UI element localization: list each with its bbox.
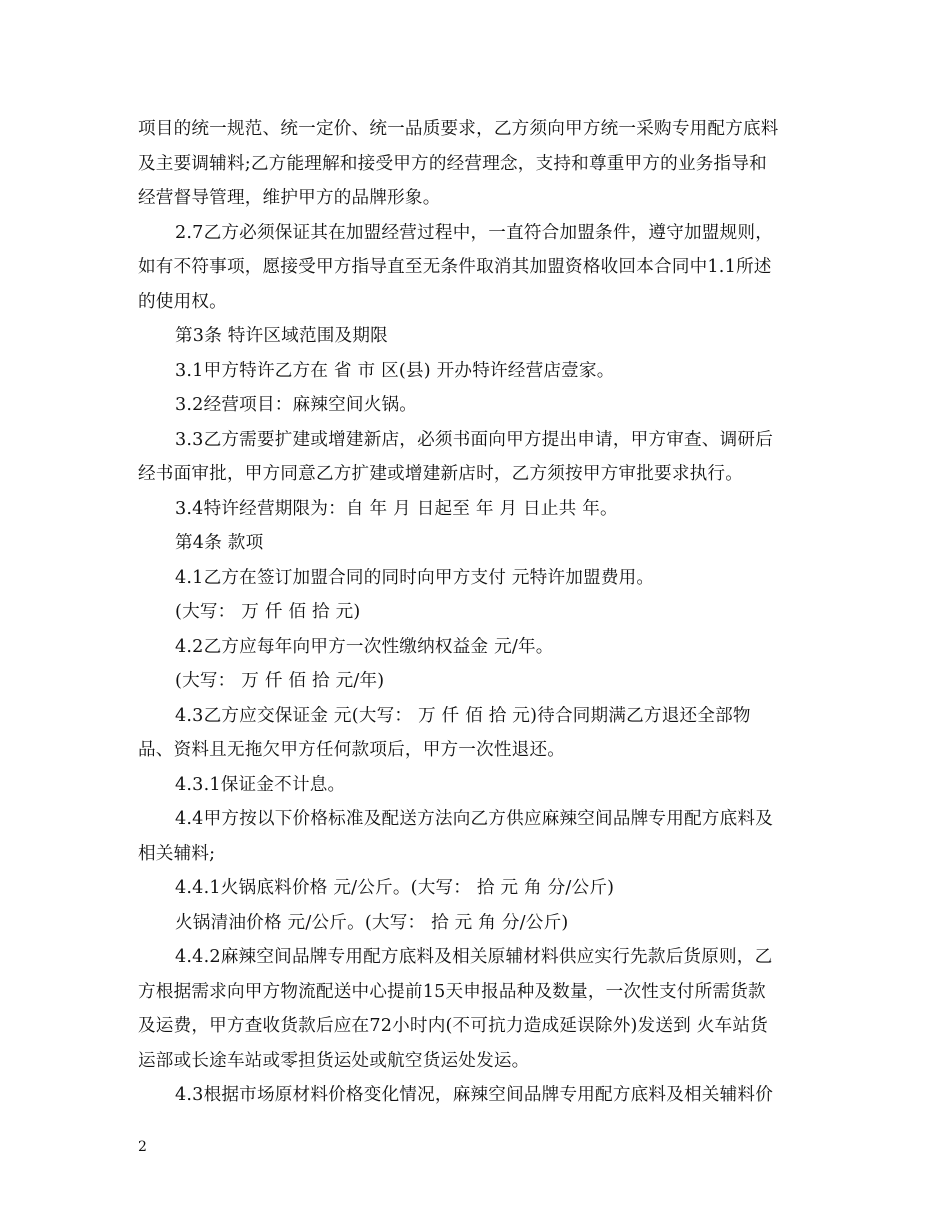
clause-4-4: 4.4甲方按以下价格标准及配送方法向乙方供应麻辣空间品牌专用配方底料及	[175, 809, 773, 829]
clause-4-3-1: 4.3.1保证金不计息。	[175, 774, 346, 795]
paragraph-line: 经书面审批，甲方同意乙方扩建或增建新店时，乙方须按甲方审批要求执行。	[138, 464, 743, 484]
clear-oil-price: 火锅清油价格 元/公斤。(大写： 拾 元 角 分/公斤)	[175, 912, 569, 933]
article-3-heading: 第3条 特许区域范围及期限	[175, 326, 388, 346]
paragraph-line: 如有不符事项，愿接受甲方指导直至无条件取消其加盟资格收回本合同中1.1所述	[138, 257, 772, 277]
paragraph-line: 运部或长途车站或零担货运处或航空货运处发运。	[138, 1050, 530, 1071]
clause-4-1: 4.1乙方在签订加盟合同的同时向甲方支付 元特许加盟费用。	[175, 567, 655, 588]
paragraph-line: 及运费，甲方查收货款后应在72小时内(不可抗力造成延误除外)发送到 火车站货	[138, 1016, 768, 1036]
article-4-heading: 第4条 款项	[175, 533, 264, 553]
clause-4-3: 4.3乙方应交保证金 元(大写： 万 仟 佰 拾 元)待合同期满乙方退还全部物	[175, 705, 751, 726]
paragraph-line: 经营督导管理，维护甲方的品牌形象。	[138, 188, 441, 208]
amount-in-words: (大写： 万 仟 佰 拾 元)	[175, 602, 361, 622]
clause-3-3: 3.3乙方需要扩建或增建新店，必须书面向甲方提出申请，甲方审查、调研后	[175, 429, 773, 450]
page-number: 2	[138, 1139, 147, 1155]
amount-in-words: (大写： 万 仟 佰 拾 元/年)	[175, 671, 385, 691]
document-body	[138, 112, 818, 1113]
clause-4-4-1: 4.4.1火锅底料价格 元/公斤。(大写： 拾 元 角 分/公斤)	[175, 878, 615, 898]
paragraph-line: 方根据需求向甲方物流配送中心提前15天申报品种及数量，一次性支付所需货款	[138, 981, 766, 1002]
paragraph-line: 的使用权。	[138, 291, 227, 312]
clause-3-4: 3.4特许经营期限为：自 年 月 日起至 年 月 日止共 年。	[175, 498, 618, 519]
paragraph-line: 及主要调辅料;乙方能理解和接受甲方的经营理念，支持和尊重甲方的业务指导和	[138, 153, 767, 174]
paragraph-line: 品、资料且无拖欠甲方任何款项后，甲方一次性退还。	[138, 740, 566, 760]
clause-2-7: 2.7乙方必须保证其在加盟经营过程中，一直符合加盟条件，遵守加盟规则，	[175, 222, 773, 243]
clause-3-1: 3.1甲方特许乙方在 省 市 区(县) 开办特许经营店壹家。	[175, 360, 615, 381]
paragraph-line: 相关辅料;	[138, 843, 216, 864]
clause-4-2: 4.2乙方应每年向甲方一次性缴纳权益金 元/年。	[175, 636, 554, 657]
clause-4-4-2: 4.4.2麻辣空间品牌专用配方底料及相关原辅材料供应实行先款后货原则，乙	[175, 947, 773, 967]
clause-3-2: 3.2经营项目：麻辣空间火锅。	[175, 395, 418, 415]
clause-4-3-price-change: 4.3根据市场原材料价格变化情况，麻辣空间品牌专用配方底料及相关辅料价	[175, 1085, 773, 1105]
paragraph-line: 项目的统一规范、统一定价、统一品质要求，乙方须向甲方统一采购专用配方底料	[138, 119, 779, 139]
